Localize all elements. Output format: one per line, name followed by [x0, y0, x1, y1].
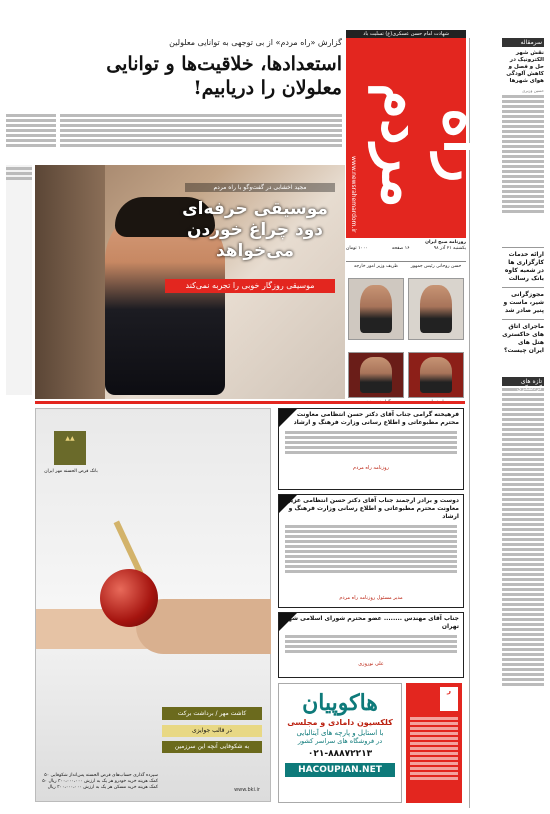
- logo-title: راه مردم: [369, 82, 499, 208]
- condolence-title: دوست و برادر ارجمند جناب آقای دکتر حسن انتظامی عزیز معاونت محترم مطبوعاتی و اطلاع رسانی وزارت فرهنگ و ارشاد: [287, 497, 459, 520]
- headline-kicker: گزارش «راه مردم» از بی توجهی به توانایی معلولین: [169, 38, 342, 47]
- condolence-signature: علی نوروزی: [358, 661, 384, 667]
- news-item[interactable]: ماجرای اتاق های خاکستری هتل های ایران چیست؟: [502, 319, 544, 355]
- newspaper-logo: [346, 38, 499, 238]
- main-headline[interactable]: استعدادها، خلاقیت‌ها و توانایی معلولان را دریابیم!: [106, 53, 342, 99]
- hacoupian-ad[interactable]: [278, 683, 402, 803]
- masthead-pages: ۱۶ صفحه: [391, 246, 410, 251]
- ad-url[interactable]: www.bki.ir: [234, 787, 260, 793]
- headline-body: [60, 112, 342, 157]
- inset-photo[interactable]: [348, 278, 404, 340]
- left-strip: [6, 165, 32, 395]
- right-column: [502, 38, 544, 808]
- main-photo[interactable]: [35, 165, 345, 399]
- bank-ad[interactable]: [35, 408, 271, 802]
- editorial-body: [502, 93, 544, 243]
- inset-photo[interactable]: [408, 278, 464, 340]
- hacoupian-phone[interactable]: ۰۲۱-۸۸۸۷۲۲۱۳: [307, 749, 373, 759]
- condolence-box: [278, 408, 464, 490]
- mourning-ribbon: [279, 409, 297, 427]
- editorial-author: حسین وزیری: [522, 88, 544, 93]
- masthead-date: یکشنبه ۲۱ آذر ۹۸: [433, 246, 466, 251]
- inset-caption: ظریف وزیر امور خارجه: [353, 264, 399, 269]
- hacoupian-line: در فروشگاه های سراسر کشور: [297, 737, 383, 745]
- left-column-text: [6, 112, 56, 160]
- logo-url: www.newsrahemardom.ir: [350, 155, 357, 232]
- masthead-info: [346, 240, 466, 262]
- publisher-logo: ر: [440, 687, 458, 711]
- tourism-heading: تازه های گردشگری: [502, 377, 544, 386]
- condolence-box: [278, 612, 464, 678]
- news-item[interactable]: ارائه خدمات کارگزاری ها در شعبه کاوه بانک رسالت: [502, 247, 544, 283]
- condolence-signature: روزنامه راه مردم: [353, 465, 389, 471]
- ad-badge: در قالب جوایزی: [162, 725, 262, 737]
- photo-kicker: مجید اخشابی در گفت‌وگو با راه مردم: [185, 183, 335, 192]
- tourism-body: [502, 386, 544, 766]
- condolence-title: جناب آقای مهندس ........ عضو محترم شورای اسلامی شهر تهران: [284, 615, 459, 630]
- masthead-price: ۱۰۰۰ تومان: [346, 246, 368, 251]
- mourning-ribbon: [279, 495, 297, 513]
- editorial-heading: سرمقاله: [502, 38, 544, 47]
- inset-photo[interactable]: [408, 352, 464, 398]
- inset-photo[interactable]: [348, 352, 404, 398]
- condolence-signature: مدیر مسئول روزنامه راه مردم: [339, 595, 403, 601]
- hacoupian-url[interactable]: HACOUPIAN.NET: [285, 763, 395, 777]
- apple-graphic: [100, 569, 158, 627]
- hacoupian-line: با استایل و پارچه های آیتالیایی: [296, 729, 384, 737]
- ad-badge: کاشت مهر / برداشت برکت: [162, 707, 262, 720]
- ad-body: سپرده‌ گذاری حساب‌های قرض الحسنه پس‌انداز شکوفایی ۵۰ کمک هزینه خرید خودرو هر یک به ارزش ۳۰۰،۰۰۰،۰۰۰ ریال ۵۰ کمک هزینه خرید مسکن هر یک به ارزش ۳۰۰،۰۰۰،۰۰۰ ریال: [42, 773, 158, 790]
- top-bar: شهادت امام حسن عسکری(ع) تسلیت باد: [346, 30, 466, 38]
- inset-caption: حسن روحانی رئیس جمهور: [410, 264, 462, 269]
- news-item[interactable]: مجوزگرانی شیر، ماست و پنیر صادر شد: [502, 287, 544, 315]
- bank-name: بانک قرض الحسنه مهر ایران: [44, 469, 98, 474]
- bank-logo: ▲▲: [54, 431, 86, 465]
- photo-title[interactable]: موسیقی حرفه‌ای دود چراغ خوردن می‌خواهد: [182, 199, 328, 261]
- photo-subtitle: موسیقی روزگار خوبی را تجربه نمی‌کند: [165, 279, 335, 293]
- hacoupian-brand: هاکوپیان: [302, 690, 378, 716]
- photo-divider: [35, 401, 465, 404]
- masthead-line: روزنامه صبح ایران: [425, 240, 466, 245]
- editorial-lead: نقش شهر الکترونیک در حل و فصل و کاهش آلودگی هوای شهرها: [506, 50, 544, 84]
- mourning-ribbon: [279, 613, 297, 631]
- hacoupian-line: کلکسیون دامادی و مجلسی: [287, 718, 393, 727]
- condolence-box: [278, 494, 464, 608]
- publisher-box: [406, 683, 462, 803]
- condolence-title: فرهیخته گرامی جناب آقای دکتر حسن انتظامی معاونت محترم مطبوعاتی و اطلاع رسانی وزارت فرهنگ و ارشاد: [293, 411, 459, 426]
- ad-badge: به شکوفایی آنچه این سرزمین: [162, 741, 262, 753]
